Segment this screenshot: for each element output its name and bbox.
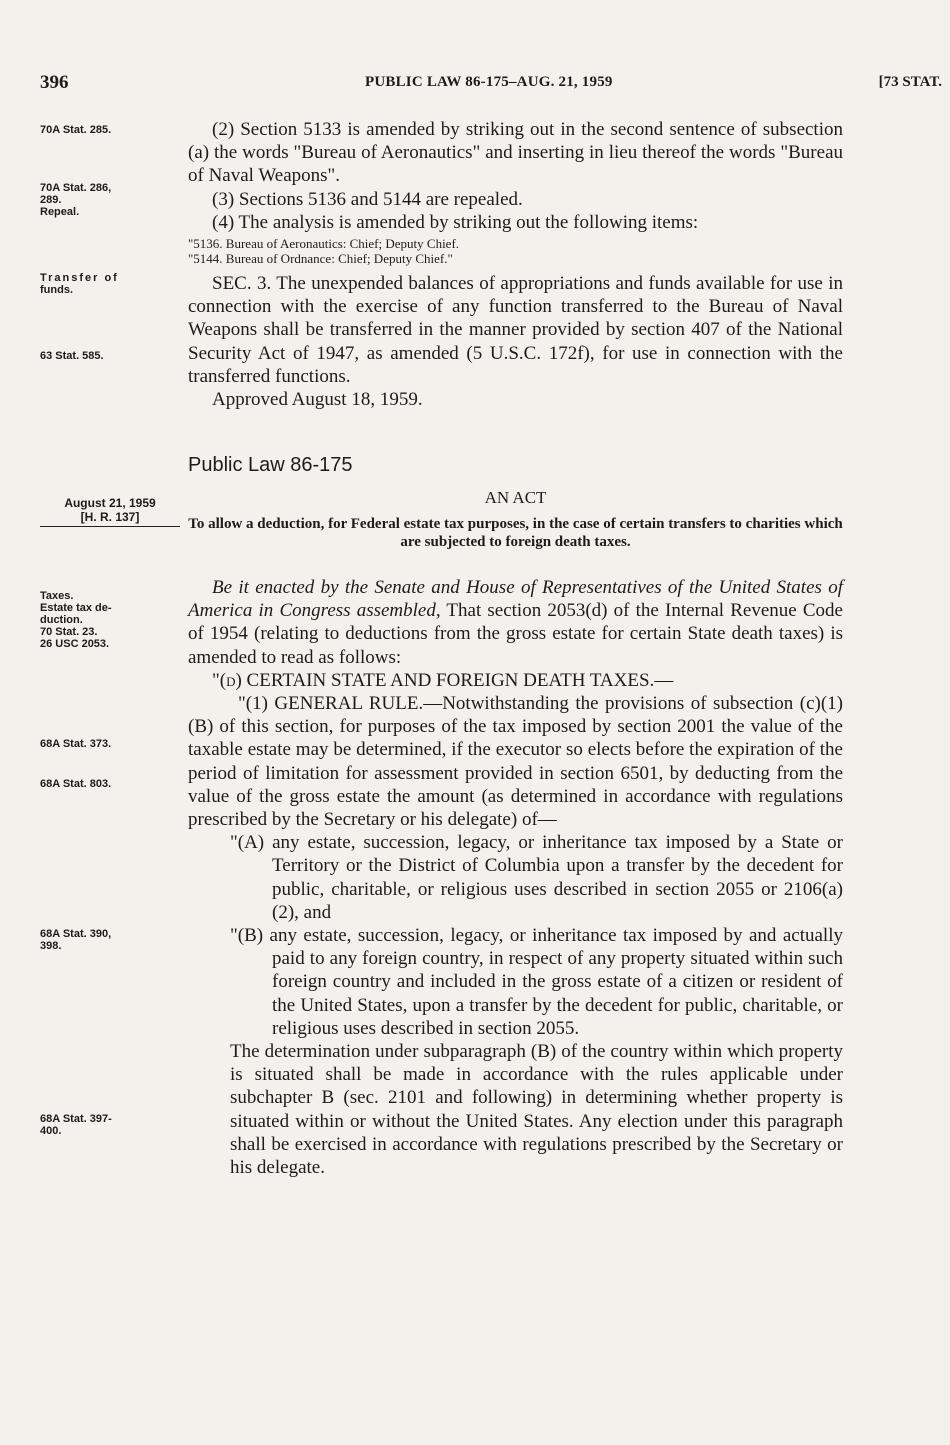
struck-item: "5136. Bureau of Aeronautics: Chief; Deputy Chief. (188, 236, 460, 252)
margin-note: 68A Stat. 397- 400. (40, 1113, 112, 1137)
margin-note: 68A Stat. 390, 398. (40, 928, 112, 952)
enactment-date-box: August 21, 1959 [H. R. 137] (40, 496, 180, 527)
subparagraph-a: "(A) any estate, succession, legacy, or inheritance tax imposed by a State or Territory or the District of Columbia upon a transfer by the decedent for public, charitable, or religious uses described in section 2055 or 2106(a)(2), and (230, 832, 843, 923)
paragraph-1-general-rule: "(1) GENERAL RULE.—Notwithstanding the provisions of subsection (c)(1)(B) of this section, for purposes of the tax imposed by section 2001 the value of the taxable estate may be determined, if the executor so elects before the expiration of the period of limitation for assessment provided in section 6501, by deducting from the value of the gross estate the amount (as determined in accordance with regulations prescribed by the Secretary or his delegate) of— (188, 693, 843, 831)
section-3: SEC. 3. The unexpended balances of appropriations and funds available for use in connection with the exercise of any function transferred to the Bureau of Naval Weapons shall be transferred in the manner provided by section 407 of the National Security Act of 1947, as amended (5 U.S.C. 172f), for use in connection with the transferred functions. (188, 273, 843, 387)
page-header (40, 72, 942, 102)
paragraph-4: (4) The analysis is amended by striking out the following items: (212, 211, 699, 233)
subsection-d-heading: "(d) CERTAIN STATE AND FOREIGN DEATH TAXES.— (212, 669, 674, 691)
margin-note: 70A Stat. 285. (40, 124, 112, 136)
margin-note: 63 Stat. 585. (40, 350, 104, 362)
paragraph-3: (3) Sections 5136 and 5144 are repealed. (212, 188, 523, 210)
margin-note: 68A Stat. 803. (40, 778, 112, 790)
act-body (188, 576, 843, 1179)
previous-act-text (188, 118, 843, 411)
subparagraph-b: "(B) any estate, succession, legacy, or inheritance tax imposed by and actually paid to any foreign country, in respect of any property situated within such foreign country and included in the gross estate of a citizen or resident of the United States, upon a transfer by the decedent for public, charitable, or religious uses described in section 2055. (230, 925, 843, 1039)
margin-note: 70A Stat. 286, 289. Repeal. (40, 182, 112, 218)
volume-reference: [73 STAT. (878, 74, 942, 90)
margin-note: Taxes. Estate tax de- duction. 70 Stat. 23. 26 USC 2053. (40, 590, 112, 650)
paragraph-2: (2) Section 5133 is amended by striking out in the second sentence of subsection (a) the words "Bureau of Aeronautics" and inserting in lieu thereof the words "Bureau of Naval Weapons". (188, 119, 843, 187)
running-title: PUBLIC LAW 86-175–AUG. 21, 1959 (365, 74, 613, 90)
page-number: 396 (40, 72, 69, 93)
approved-line: Approved August 18, 1959. (212, 389, 423, 411)
public-law-title: Public Law 86-175 (188, 454, 353, 476)
enacting-clause: Be it enacted by the Senate and House of Representatives of the United States of America in Congress assembled, That section 2053(d) of the Internal Revenue Code of 1954 (relating to deductions from the gross estate for certain State death taxes) is amended to read as follows: (188, 577, 843, 668)
struck-items (188, 236, 843, 266)
an-act-heading: AN ACT (484, 488, 547, 507)
struck-item: "5144. Bureau of Ordnance: Chief; Deputy Chief." (188, 251, 453, 267)
determination-paragraph: The determination under subparagraph (B) of the country within which property is situated shall be made in accordance with the rules applicable under subchapter B (sec. 2101 and following) in determining whether property is situated within or without the United States. Any election under this paragraph shall be exercised in accordance with regulations prescribed by the Secretary or his delegate. (230, 1041, 843, 1179)
margin-note: 68A Stat. 373. (40, 738, 112, 750)
act-purpose: To allow a deduction, for Federal estate tax purposes, in the case of certain transfers to charities which are subjected to foreign death taxes. (188, 516, 843, 550)
margin-note: Transfer of funds. (40, 272, 119, 296)
